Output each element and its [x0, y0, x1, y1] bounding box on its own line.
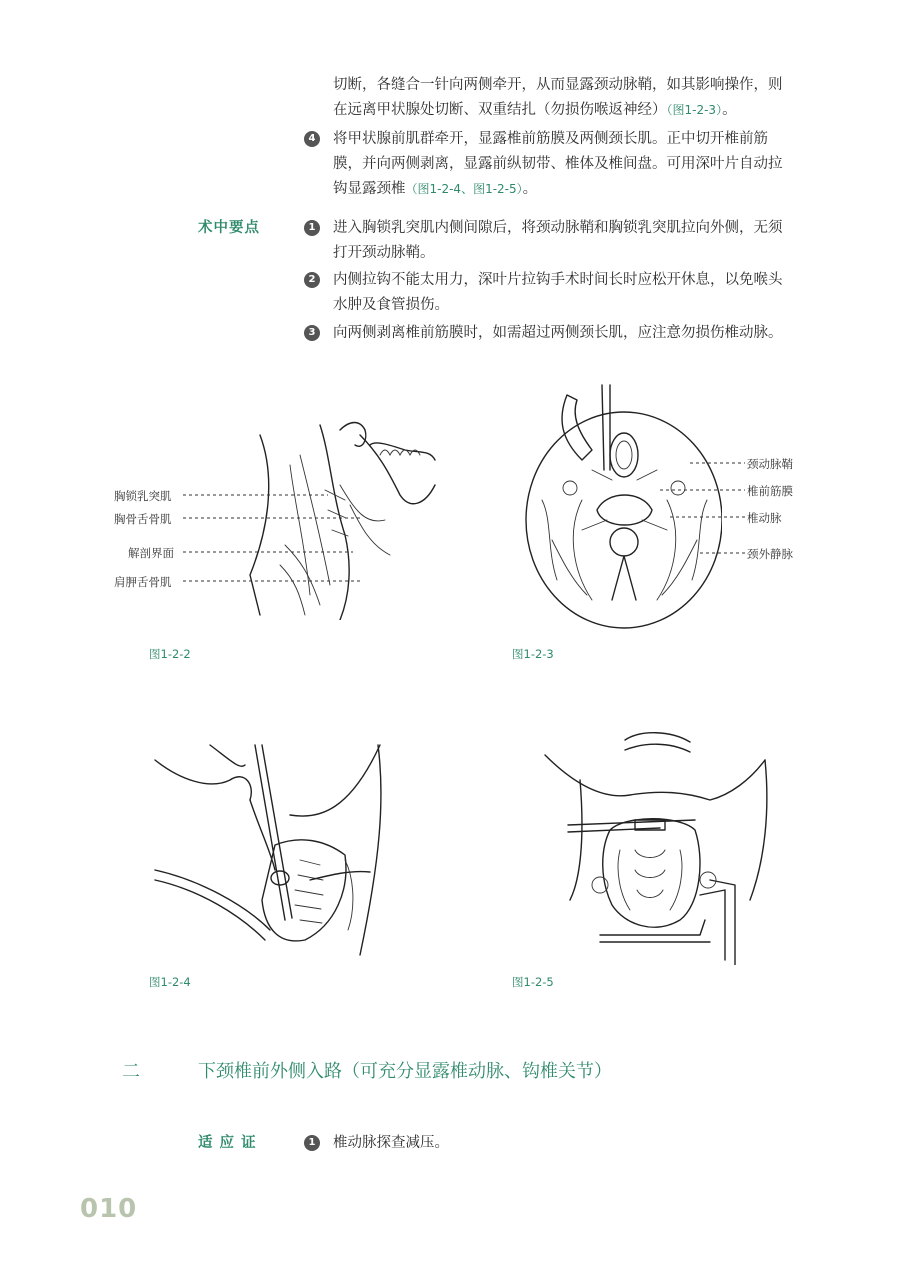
intro-text: 在远离甲状腺处切断、双重结扎（勿损伤喉返神经）	[333, 102, 667, 118]
section-title: 下颈椎前外侧入路（可充分显露椎动脉、钩椎关节）	[198, 1061, 612, 1082]
callout-label: 胸锁乳突肌	[114, 489, 172, 503]
key-point-number: 3	[304, 325, 320, 341]
key-point-line: 向两侧剥离椎前筋膜时，如需超过两侧颈长肌，应注意勿损伤椎动脉。	[333, 325, 783, 341]
figure-retractor-lateral-illustration	[150, 740, 410, 960]
step-number-4: 4	[304, 131, 320, 147]
callout-label: 椎动脉	[747, 511, 782, 525]
indication-text: 椎动脉探查减压。	[333, 1135, 449, 1151]
figure-caption: 图1-2-2	[149, 647, 191, 661]
figure-caption: 图1-2-3	[512, 647, 554, 661]
key-point-line: 进入胸锁乳突肌内侧间隙后，将颈动脉鞘和胸锁乳突肌拉向外侧，无须	[333, 220, 783, 236]
step-4-text: 。	[522, 181, 538, 197]
figure-caption: 图1-2-4	[149, 975, 191, 989]
key-point-line: 内侧拉钩不能太用力，深叶片拉钩手术时间长时应松开休息，以免喉头	[333, 272, 783, 288]
intro-text: 。	[722, 102, 737, 118]
key-point-number: 1	[304, 220, 320, 236]
figure-caption: 图1-2-5	[512, 975, 554, 989]
callout-label: 颈动脉鞘	[747, 457, 793, 471]
callout-leader-lines	[178, 480, 378, 590]
figure-ref[interactable]: （图1-2-4、图1-2-5）	[405, 182, 523, 196]
step-4-line: 膜，并向两侧剥离，显露前纵韧带、椎体及椎间盘。可用深叶片自动拉	[333, 156, 783, 172]
callout-label: 解剖界面	[128, 546, 174, 560]
figure-ref[interactable]: （图1-2-3）	[666, 103, 723, 117]
key-points-label: 术中要点	[198, 220, 260, 236]
intro-line	[333, 98, 808, 123]
indication-number: 1	[304, 1135, 320, 1151]
step-4-line	[333, 177, 808, 202]
key-point-number: 2	[304, 272, 320, 288]
section-number: 二	[122, 1061, 140, 1082]
step-4-text: 钩显露颈椎	[333, 181, 406, 197]
intro-line: 切断，各缝合一针向两侧牵开，从而显露颈动脉鞘，如其影响操作，则	[333, 77, 783, 93]
key-point-line: 打开颈动脉鞘。	[333, 245, 435, 261]
indications-label: 适 应 证	[198, 1135, 257, 1151]
callout-leader-lines	[650, 455, 750, 565]
callout-label: 胸骨舌骨肌	[114, 512, 172, 526]
step-4-line: 将甲状腺前肌群牵开，显露椎前筋膜及两侧颈长肌。正中切开椎前筋	[333, 131, 768, 147]
callout-label: 颈外静脉	[747, 547, 793, 561]
callout-label: 肩胛舌骨肌	[114, 575, 172, 589]
key-point-line: 水肿及食管损伤。	[333, 297, 449, 313]
page-number: 010	[80, 1194, 138, 1224]
callout-label: 椎前筋膜	[747, 484, 793, 498]
figure-retractor-frontal-illustration	[540, 720, 780, 965]
